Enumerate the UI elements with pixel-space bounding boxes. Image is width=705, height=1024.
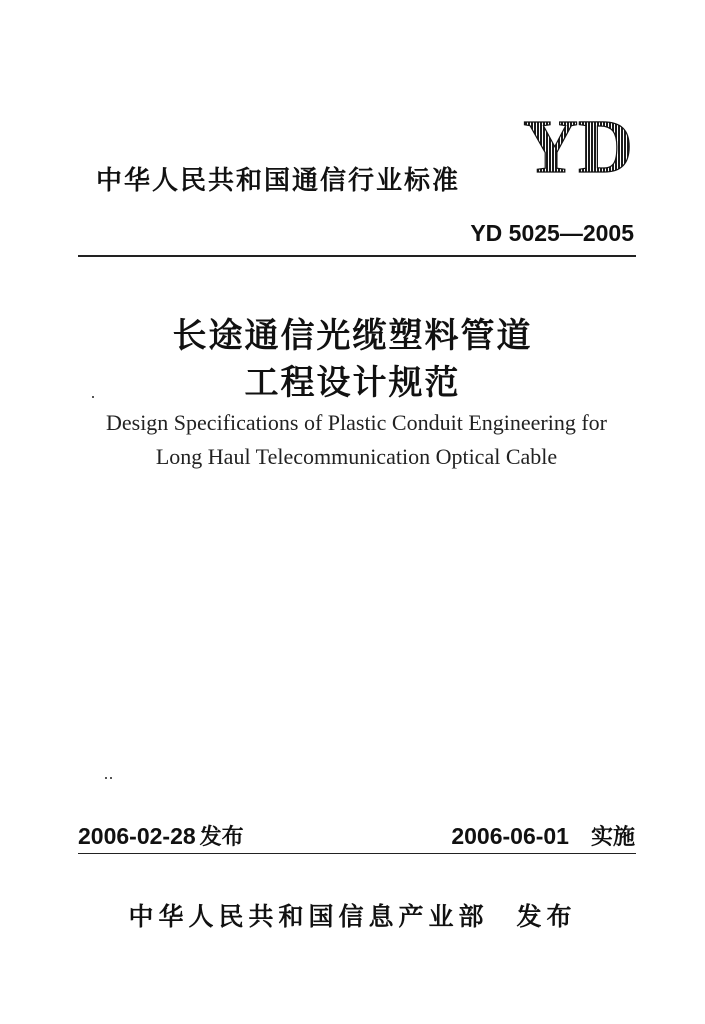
implement-date: 2006-06-01 [451, 823, 569, 849]
publisher-action: 发布 [516, 902, 577, 931]
header-divider [78, 255, 636, 257]
footer-divider [78, 853, 636, 854]
implement-date-block [451, 820, 635, 851]
publisher-line [0, 897, 705, 933]
scan-speck [110, 777, 112, 779]
title-en-line-1: Design Specifications of Plastic Conduit Engineering for [105, 410, 607, 435]
scan-speck [92, 396, 94, 398]
issue-date: 2006-02-28 [78, 823, 196, 849]
yd-logo [516, 108, 640, 180]
yd-logo-text: YD [523, 108, 633, 180]
issue-label: 发布 [199, 825, 244, 850]
implement-label: 实施 [590, 825, 635, 850]
title-cn-line-1: 长途通信光缆塑料管道 [172, 316, 533, 356]
title-cn-line-2: 工程设计规范 [244, 363, 461, 403]
standard-number: YD 5025—2005 [470, 220, 634, 246]
scan-speck [105, 777, 107, 779]
title-en-line-2: Long Haul Telecommunication Optical Cable [155, 444, 558, 469]
issue-date-block [78, 820, 244, 851]
standard-category: 中华人民共和国通信行业标准 [96, 166, 461, 196]
publisher-name: 中华人民共和国信息产业部 [128, 902, 489, 931]
